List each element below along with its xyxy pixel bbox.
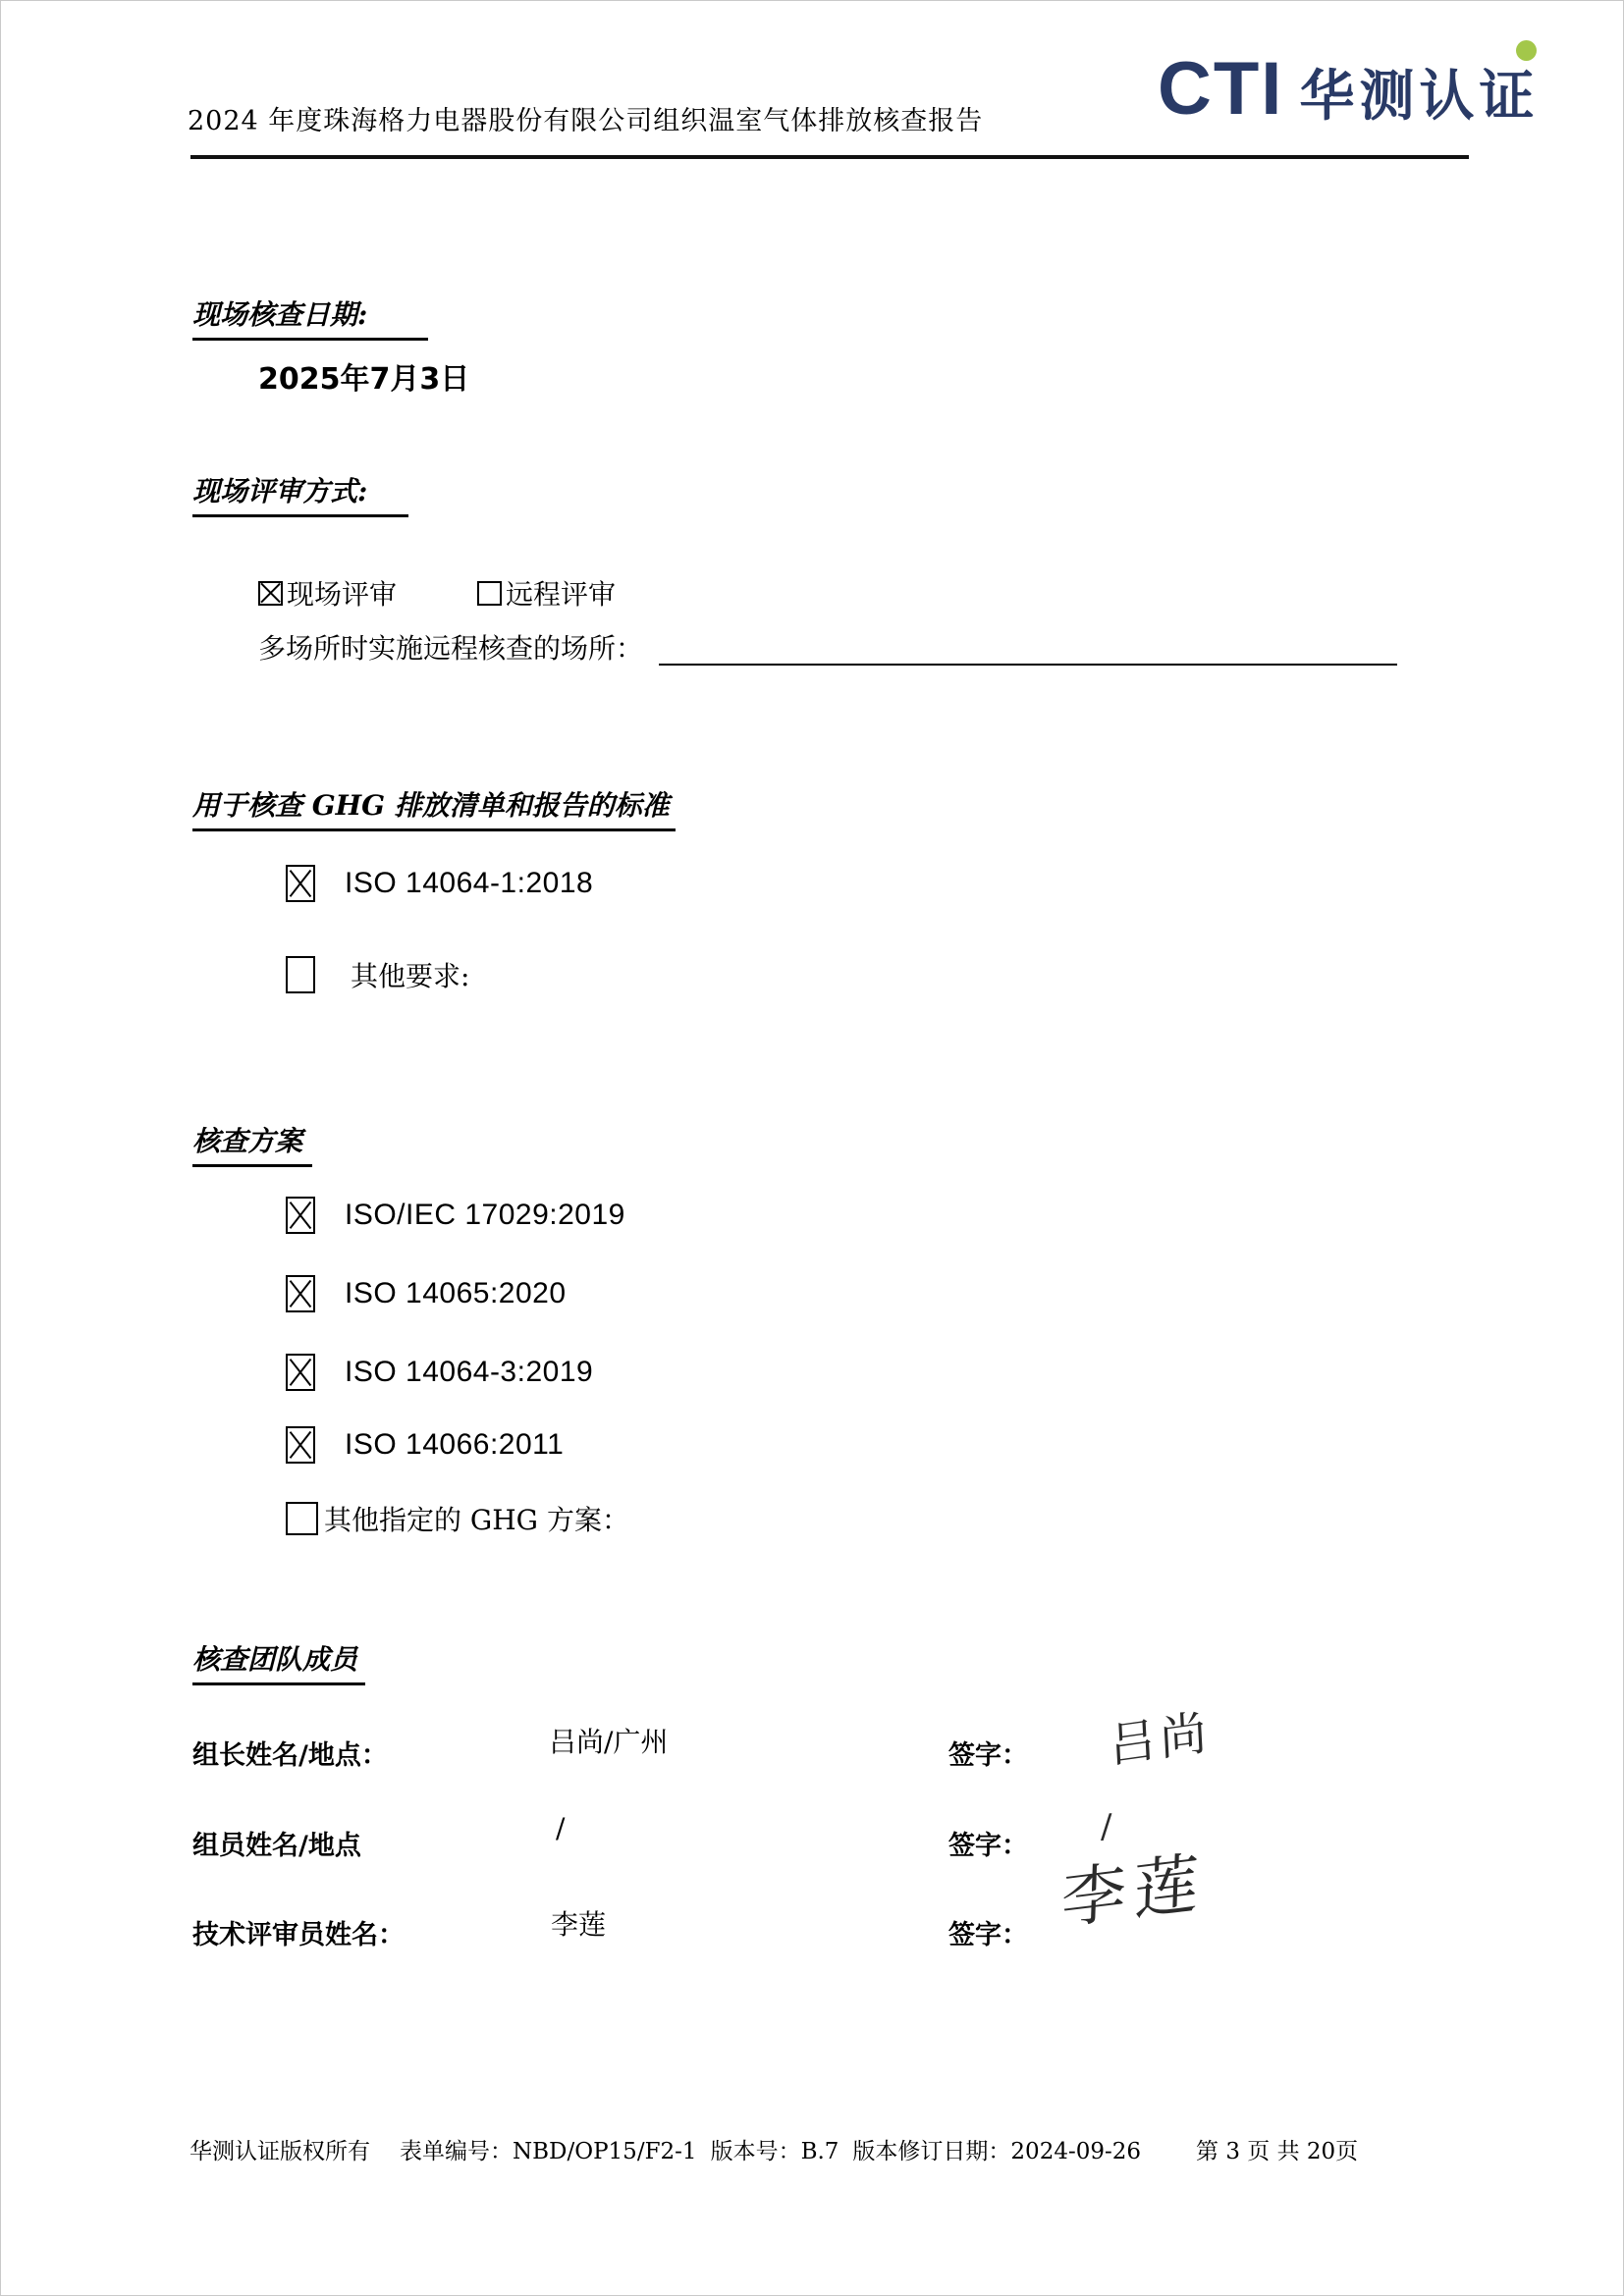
scheme-option-row xyxy=(286,1197,625,1234)
checkbox-iso-iec-17029[interactable] xyxy=(286,1197,315,1234)
team-leader-signature: 吕尚 xyxy=(1108,1704,1213,1775)
section-heading-scheme: 核查方案 xyxy=(192,1120,312,1167)
footer-copyright: 华测认证版权所有 xyxy=(189,2139,370,2164)
team-leader-label: 组长姓名/地点： xyxy=(192,1740,388,1771)
checkbox-iso-14065[interactable] xyxy=(286,1275,315,1312)
page-footer xyxy=(189,2133,1358,2165)
checkbox-label-remote-review: 远程评审 xyxy=(506,578,617,611)
header-title: 2024 年度珠海格力电器股份有限公司组织温室气体排放核查报告 xyxy=(188,106,984,136)
cti-logo-dot-icon xyxy=(1516,40,1537,61)
checkbox-onsite-review[interactable] xyxy=(258,581,283,606)
team-member-sign-label: 签字： xyxy=(948,1831,1028,1861)
team-member-label: 组员姓名/地点 xyxy=(192,1831,361,1861)
tech-reviewer-signature: 李莲 xyxy=(1059,1843,1208,1939)
remote-sites-label: 多场所时实施远程核查的场所： xyxy=(258,632,644,665)
visit-date-value: 2025年7月3日 xyxy=(258,362,470,397)
remote-sites-blank-field[interactable] xyxy=(659,628,1397,666)
section-heading-team: 核查团队成员 xyxy=(192,1638,365,1685)
tech-reviewer-sign-label: 签字： xyxy=(948,1920,1028,1950)
scheme-option-row xyxy=(286,1275,567,1312)
section-heading-review-mode: 现场评审方式: xyxy=(192,470,408,517)
checkbox-other-requirements[interactable] xyxy=(286,956,315,993)
scheme-option-row xyxy=(286,1426,564,1464)
footer-revision-date: 版本修订日期：2024-09-26 xyxy=(852,2139,1142,2164)
ghg-standard-option-row xyxy=(286,865,593,902)
header-rule xyxy=(190,155,1469,159)
checkbox-label-iso-14064-1: ISO 14064-1:2018 xyxy=(345,867,594,899)
team-leader-sign-label: 签字： xyxy=(948,1740,1028,1771)
checkbox-iso-14064-3[interactable] xyxy=(286,1354,315,1391)
checkbox-label-other-requirements: 其他要求: xyxy=(351,960,470,992)
footer-form-number: 表单编号：NBD/OP15/F2-1 xyxy=(400,2139,697,2164)
remote-sites-row xyxy=(258,627,1397,667)
tech-reviewer-value: 李莲 xyxy=(551,1908,607,1941)
checkbox-label-iso-14066: ISO 14066:2011 xyxy=(345,1428,565,1461)
scheme-option-row xyxy=(286,1354,593,1391)
team-member-signature: / xyxy=(1101,1807,1112,1846)
checkbox-label-iso-14065: ISO 14065:2020 xyxy=(345,1277,567,1309)
checkbox-remote-review[interactable] xyxy=(477,581,502,606)
footer-page-info: 第 3 页 共 20页 xyxy=(1196,2139,1359,2164)
checkbox-label-onsite-review: 现场评审 xyxy=(287,578,398,611)
checkbox-label-iso-14064-3: ISO 14064-3:2019 xyxy=(345,1356,594,1388)
checkbox-iso-14066[interactable] xyxy=(286,1426,315,1464)
team-leader-value: 吕尚/广州 xyxy=(549,1726,669,1758)
checkbox-label-iso-iec-17029: ISO/IEC 17029:2019 xyxy=(345,1199,625,1231)
checkbox-other-ghg-scheme[interactable] xyxy=(286,1502,318,1535)
checkbox-label-other-ghg-scheme: 其他指定的 GHG 方案： xyxy=(324,1504,629,1536)
review-mode-options-row xyxy=(258,573,616,613)
section-heading-visit-date: 现场核查日期: xyxy=(192,294,428,341)
footer-version: 版本号：B.7 xyxy=(710,2139,839,2164)
tech-reviewer-label: 技术评审员姓名： xyxy=(192,1920,405,1950)
checkbox-iso-14064-1[interactable] xyxy=(286,865,315,902)
section-heading-ghg-standard: 用于核查 GHG 排放清单和报告的标准 xyxy=(192,784,676,831)
scheme-option-row xyxy=(286,1499,629,1538)
ghg-standard-option-row xyxy=(286,955,469,994)
team-member-value: / xyxy=(556,1812,566,1844)
cti-logo-chinese: 华测认证 xyxy=(1299,65,1540,129)
cti-logo-latin: CTI xyxy=(1158,47,1284,131)
cti-logo xyxy=(1158,47,1540,131)
